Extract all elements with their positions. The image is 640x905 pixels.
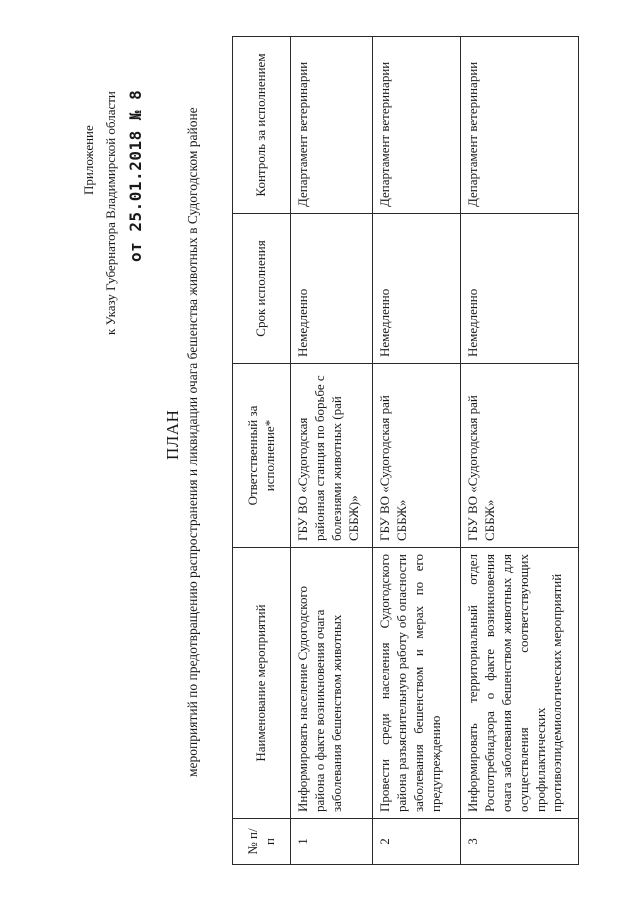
table-row [461, 37, 579, 865]
cell-name: Информировать территориальный отдел Роспотребнадзора о факте возникновения очага заболевания бешенством животных для осуществления соответствующих профилактических противоэпидемиологических мероприятий [461, 548, 579, 819]
cell-name: Провести среди населения Судогодского района разъяснительную работу об опасности заболевания бешенством и мерах по его предупреждению [373, 548, 461, 819]
table-row [373, 37, 461, 865]
page-subtitle: мероприятий по предотвращению распространения и ликвидации очага бешенства животных в Судогодском районе [185, 107, 200, 777]
cell-control: Департамент ветеринарии [373, 37, 461, 214]
table-row [291, 37, 373, 865]
column-header-name: Наименование мероприятий [233, 548, 291, 819]
cell-term: Немедленно [461, 214, 579, 364]
table-header-row [233, 37, 291, 865]
page-title: ПЛАН [163, 409, 182, 460]
cell-num: 3 [461, 819, 579, 865]
cell-name: Информировать население Судогодского района о факте возникновения очага заболевания бешенством животных [291, 548, 373, 819]
cell-control: Департамент ветеринарии [291, 37, 373, 214]
column-header-control: Контроль за исполнением [233, 37, 291, 214]
plan-table [232, 36, 579, 865]
cell-control: Департамент ветеринарии [461, 37, 579, 214]
cell-term: Немедленно [373, 214, 461, 364]
cell-responsible: ГБУ ВО «Судогодская рай СББЖ» [373, 364, 461, 548]
cell-responsible: ГБУ ВО «Судогодская районная станция по борьбе с болезнями животных (рай СББЖ)» [291, 364, 373, 548]
annex-decree-reference: к Указу Губернатора Владимирской области [103, 91, 118, 335]
cell-responsible: ГБУ ВО «Судогодская рай СББЖ» [461, 364, 579, 548]
column-header-num: № п/п [233, 819, 291, 865]
cell-num: 1 [291, 819, 373, 865]
column-header-responsible: Ответственный за исполнение* [233, 364, 291, 548]
cell-term: Немедленно [291, 214, 373, 364]
column-header-term: Срок исполнения [233, 214, 291, 364]
annex-date-stamp: от 25.01.2018 № 8 [126, 89, 145, 262]
cell-num: 2 [373, 819, 461, 865]
annex-label: Приложение [81, 125, 96, 195]
